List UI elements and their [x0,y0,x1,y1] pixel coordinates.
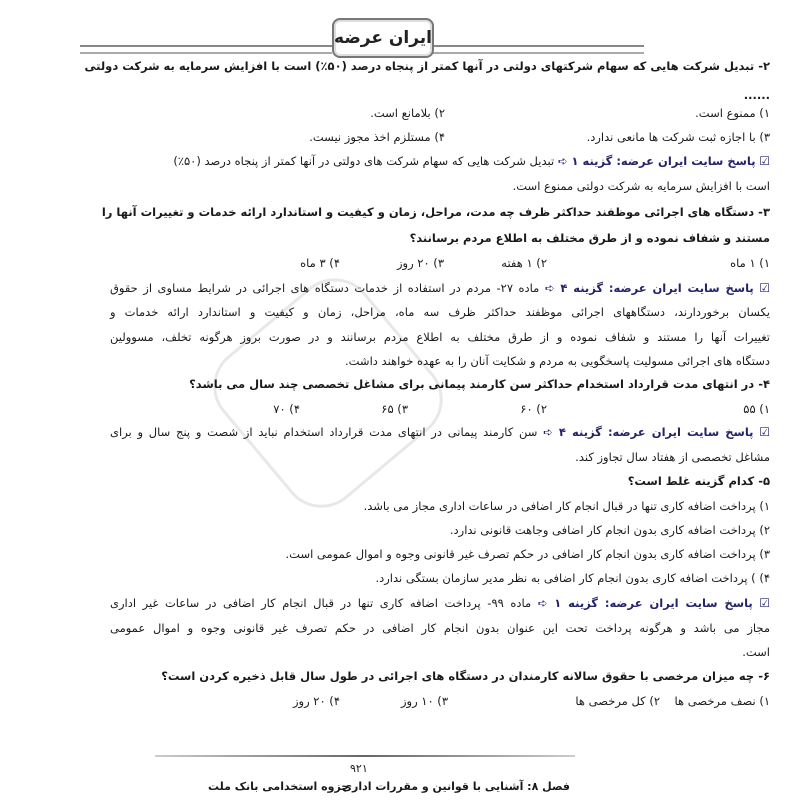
answer-text: ماده ۹۹- پرداخت اضافه کاری تنها در قبال انجام کار اضافی در ساعات غیر اداری [110,596,532,610]
answer-label: پاسخ سایت ایران عرضه: گزینه ۱ ➪ [557,154,756,168]
question-3-line-1: ۳- دستگاه های اجرائی موظفند حداکثر ظرف چه مدت، مراحل، زمان و کیفیت و استاندارد ارائه خدمات و تغییرات آنها را [101,205,770,219]
q4-option-1: ۱) ۵۵ [743,402,770,416]
q3-option-1: ۱) ۱ ماه [730,256,770,270]
chapter-title: فصل ۸: آشنایی با قوانین و مقررات اداری [341,780,570,793]
answer-label: پاسخ سایت ایران عرضه: گزینه ۴ ➪ [544,281,754,295]
q2-answer [110,153,770,169]
question-6: ۶- چه میزان مرخصی با حقوق سالانه کارمندان در دستگاه های اجرائی در طول سال قابل ذخیره کردن است؟ [161,669,770,683]
answer-label: پاسخ سایت ایران عرضه: گزینه ۱ ➪ [537,596,753,610]
q5-answer-line-3: است. [742,645,770,659]
question-5: ۵- کدام گزینه غلط است؟ [627,474,770,488]
q6-option-1: ۱) نصف مرخصی ها [674,694,770,708]
q2-answer-line-2: است با افزایش سرمایه به شرکت دولتی ممنوع است. [512,179,770,193]
header-rule-left [80,45,332,54]
question-3-line-2: مستند و شفاف نموده و از طرق مختلف به اطلاع مردم برسانند؟ [409,231,770,245]
q3-option-3: ۳) ۲۰ روز [396,256,444,270]
answer-text: ماده ۲۷- مردم در استفاده از خدمات دستگاه های اجرائی در شرایط مساوی از حقوق [110,281,540,295]
question-4: ۴- در انتهای مدت قرارداد استخدام حداکثر سن کارمند پیمانی برای مشاغل تخصصی چند سال می باشد؟ [189,377,770,391]
checkbox-icon: ☑ [759,281,771,295]
q3-answer-line-4: دستگاه های اجرائی مسولیت پاسخگویی به مردم و شکایت آنان را به عهده خواهند داشت. [344,354,770,368]
q5-answer [110,595,770,611]
q4-option-3: ۳) ۶۵ [381,402,408,416]
q5-answer-line-2: مجاز می باشد و هرگونه پرداخت تحت این عنوان بدون انجام کار اضافی در حکم تصرف غیر قانونی وجوه و اموال عمومی [110,621,770,635]
answer-text: سن کارمند پیمانی در انتهای مدت قرارداد استخدام نباید از شصت و پنج سال و برای [110,425,538,439]
book-title: جزوه استخدامی بانک ملت [208,780,350,793]
q4-option-4: ۴) ۷۰ [273,402,300,416]
q4-answer [110,424,770,440]
q3-answer [110,280,770,296]
checkbox-icon: ☑ [759,596,771,610]
q2-option-1: ۱) ممنوع است. [695,106,770,120]
q2-option-2: ۲) بلامانع است. [370,106,445,120]
q5-option-4: ۴) ) پرداخت اضافه کاری بدون انجام کار اضافی به نظر مدیر سازمان بستگی ندارد. [375,571,770,585]
q2-option-3: ۳) با اجازه ثبت شرکت ها مانعی ندارد. [586,130,770,144]
q4-option-2: ۲) ۶۰ [520,402,547,416]
answer-text: تبدیل شرکت هایی که سهام شرکت های دولتی در آنها کمتر از پنجاه درصد (۵۰٪) [173,154,555,168]
header-rule-right [432,45,644,54]
answer-label: پاسخ سایت ایران عرضه: گزینه ۴ ➪ [543,425,754,439]
checkbox-icon: ☑ [759,425,770,439]
q3-answer-line-2: یکسان برخوردارند، دستگاههای اجرائی موظفند حداکثر ظرف سه ماه، مراحل، زمان و کیفیت و استاندارد ارائه خدمات و [110,305,770,319]
page-number: ۹۲۱ [350,762,368,775]
q5-option-2: ۲) پرداخت اضافه کاری بدون انجام کار اضافی وجاهت قانونی ندارد. [449,523,770,537]
brand-logo: ایران عرضه [332,18,434,58]
q5-option-3: ۳) پرداخت اضافه کاری بدون انجام کار اضافی در حکم تصرف غیر قانونی وجوه و اموال عمومی است. [285,547,770,561]
q3-answer-line-3: تغییرات آنها را مستند و شفاف نموده و از طرق مختلف به اطلاع مردم برسانند و در صورت بروز هرگونه تخلف، مسوولین [110,330,770,344]
q6-option-4: ۴) ۲۰ روز [292,694,340,708]
q3-option-4: ۴) ۳ ماه [300,256,340,270]
question-2: ۲- تبدیل شرکت هایی که سهام شرکتهای دولتی در آنها کمتر از پنجاه درصد (۵۰٪) است با افزایش سرمایه به شرکت دولتی [84,59,770,73]
q6-option-2: ۲) کل مرخصی ها [575,694,660,708]
q2-option-4: ۴) مستلزم اخذ مجوز نیست. [309,130,445,144]
q5-option-1: ۱) پرداخت اضافه کاری تنها در قبال انجام کار اضافی در ساعات اداری مجاز می باشد. [363,499,770,513]
footer-rule [155,755,575,757]
q4-answer-line-2: مشاغل تخصصی از هفتاد سال تجاوز کند. [575,450,770,464]
q6-option-3: ۳) ۱۰ روز [400,694,448,708]
checkbox-icon: ☑ [759,154,770,168]
q3-option-2: ۲) ۱ هفته [501,256,547,270]
question-2-blank: ...... [743,88,770,102]
